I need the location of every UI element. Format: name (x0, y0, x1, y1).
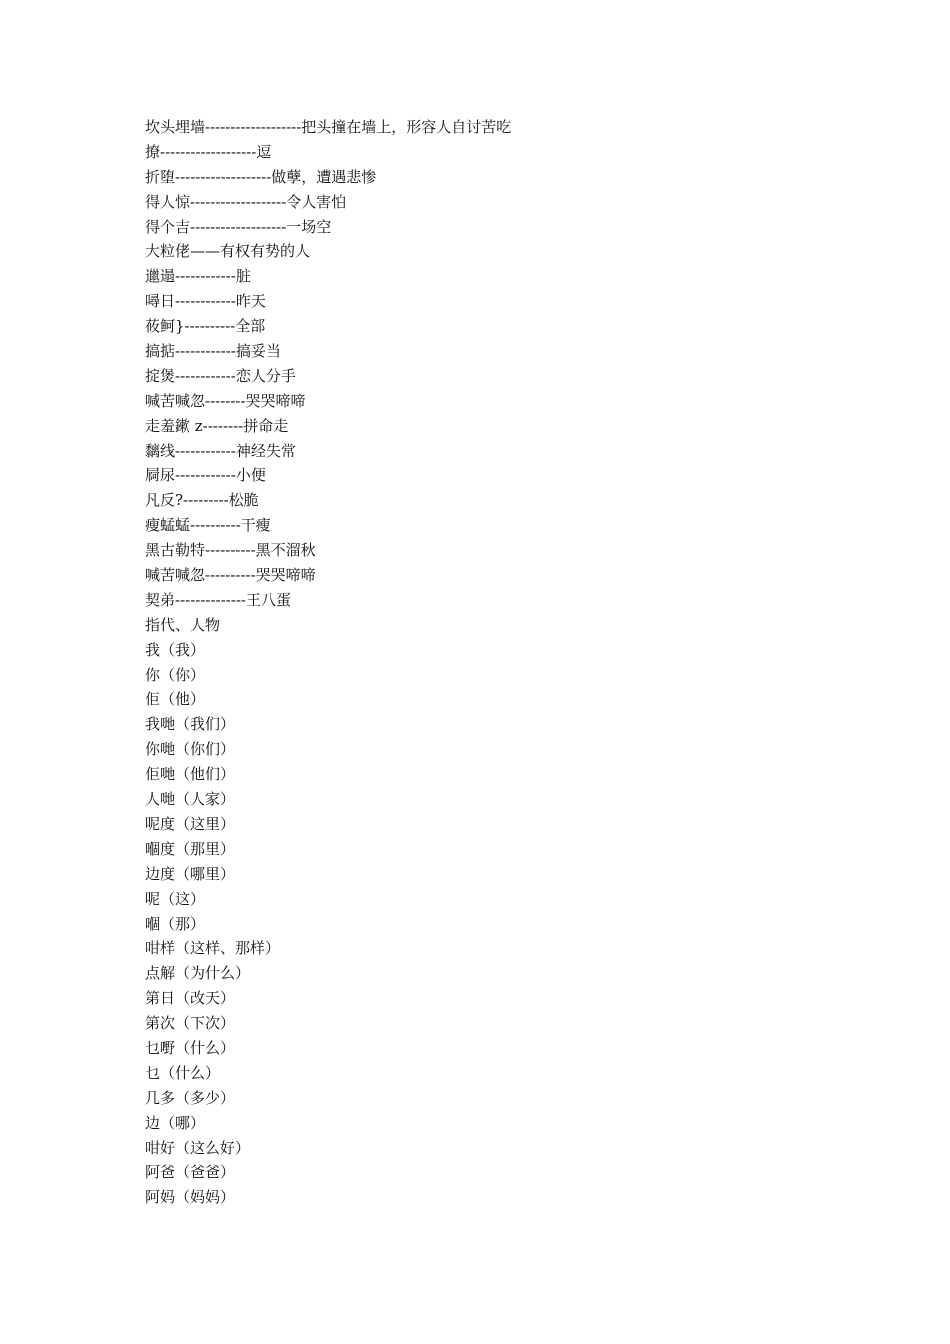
text-line: 乜嘢（什么） (145, 1038, 236, 1057)
text-line: 佢哋（他们） (145, 765, 236, 784)
text-line: 我（我） (145, 640, 206, 659)
text-line: 撩-------------------逗 (145, 142, 272, 161)
section-heading: 指代、人物 (145, 615, 221, 634)
text-line: 凡反?---------松脆 (145, 491, 259, 510)
text-line: 几多（多少） (145, 1088, 236, 1107)
text-line: 边度（哪里） (145, 864, 236, 883)
text-line: 得人惊-------------------令人害怕 (145, 192, 347, 211)
text-line: 莜鲄}----------全部 (145, 317, 266, 336)
document-body (145, 115, 865, 1210)
text-line: 你（你） (145, 665, 206, 684)
text-line: 你哋（你们） (145, 740, 236, 759)
text-line: 黑古勒特----------黑不溜秋 (145, 541, 316, 560)
text-line: 搞掂------------搞妥当 (145, 342, 281, 361)
text-line: 人哋（人家） (145, 790, 236, 809)
text-line: 得个吉-------------------一场空 (145, 217, 332, 236)
text-line: 点解（为什么） (145, 964, 251, 983)
text-line: 噚日------------昨天 (145, 292, 266, 311)
text-line: 邋遢------------脏 (145, 267, 251, 286)
text-line: 佢（他） (145, 690, 206, 709)
text-line: 我哋（我们） (145, 715, 236, 734)
text-line: 乜（什么） (145, 1063, 221, 1082)
text-line: 呢度（这里） (145, 814, 236, 833)
text-line: 第日（改天） (145, 989, 236, 1008)
text-line: 嗰度（那里） (145, 839, 236, 858)
text-line: 大粒佬——有权有势的人 (145, 242, 311, 261)
text-line: 呢（这） (145, 889, 206, 908)
text-line: 第次（下次） (145, 1014, 236, 1033)
text-line: 嗰（那） (145, 914, 206, 933)
text-line: 掟煲------------恋人分手 (145, 366, 296, 385)
text-line: 屙尿------------小便 (145, 466, 266, 485)
text-line: 阿妈（妈妈） (145, 1188, 236, 1207)
text-line: 咁样（这样、那样） (145, 939, 281, 958)
text-line: 阿爸（爸爸） (145, 1163, 236, 1182)
text-line: 边（哪） (145, 1113, 206, 1132)
text-line: 喊苦喊忽--------哭哭啼啼 (145, 391, 306, 410)
text-line: 折堕-------------------做孽，遭遇悲惨 (145, 167, 377, 186)
text-line: 喊苦喊忽----------哭哭啼啼 (145, 566, 316, 585)
text-line: 瘦蜢蜢----------干瘦 (145, 516, 271, 535)
text-line: 走羞鏉 z--------拼命走 (145, 416, 289, 435)
text-line: 契弟--------------王八蛋 (145, 590, 291, 609)
text-line: 咁好（这么好） (145, 1138, 251, 1157)
text-line: 黐线------------神经失常 (145, 441, 296, 460)
text-line: 坎头埋墙-------------------把头撞在墙上，形容人自讨苦吃 (145, 118, 512, 136)
